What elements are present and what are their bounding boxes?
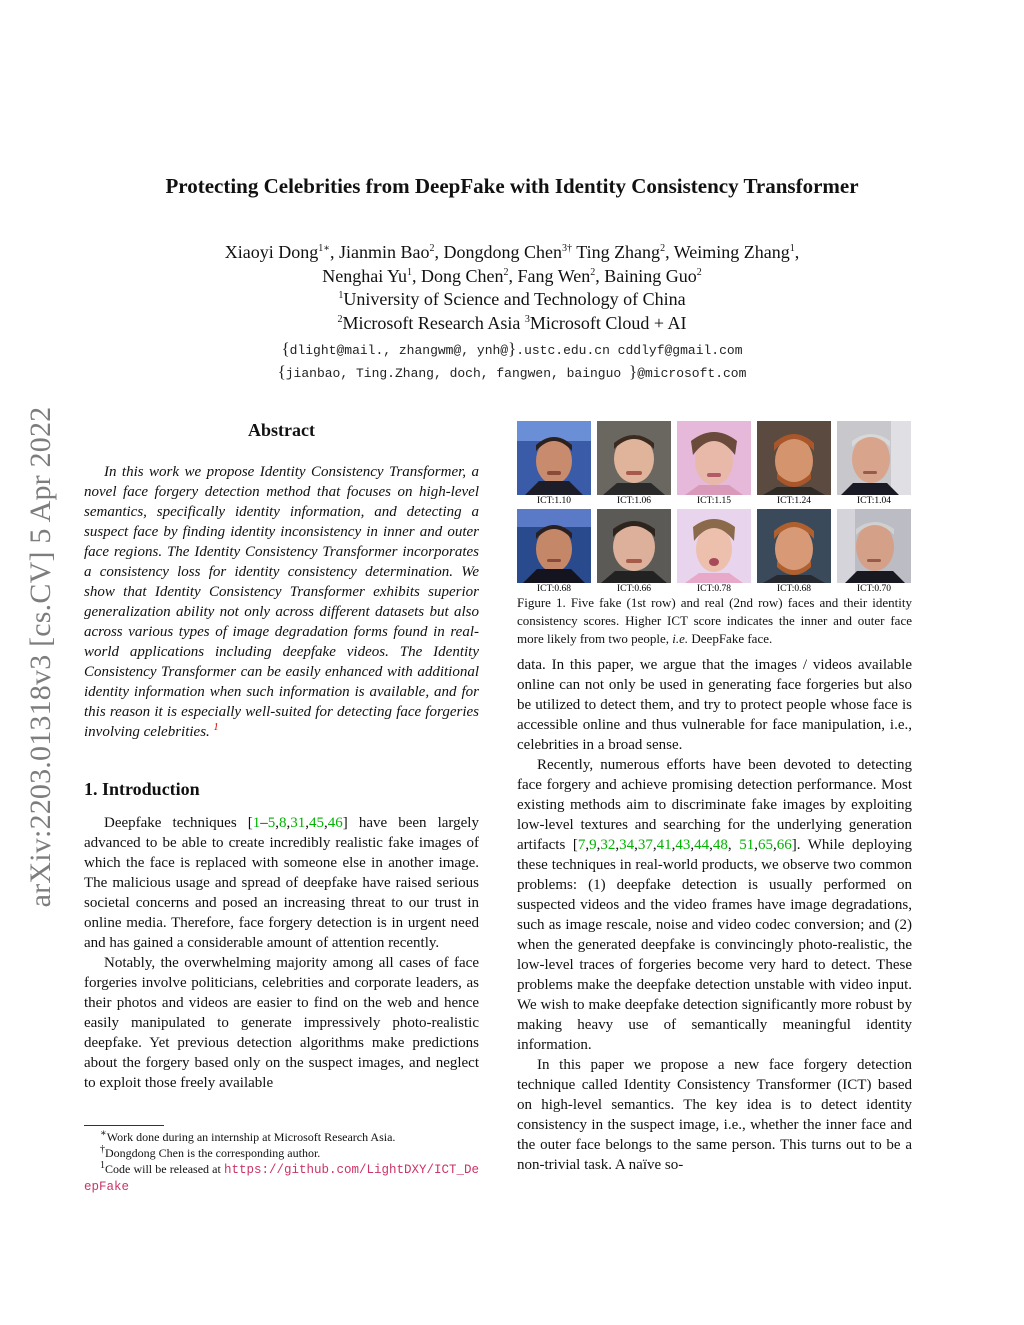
fake-face-image-2 (597, 421, 671, 495)
email-line-1: {dlight@mail., zhangwm@, ynh@}.ustc.edu.cn cddlyf@gmail.com (281, 339, 743, 358)
right-paragraph-1: data. In this paper, we argue that the images / videos available online can not only be used in generating face forgeries but also be utilized to detect them, and try to protect people whose face is accessible online and thus vulnerable for face manipulation, i.e., celebrities in a broad sense. (517, 657, 912, 753)
author: Xiaoyi Dong (224, 242, 319, 262)
citation-separator: , (275, 815, 279, 831)
right-paragraph-2: Recently, numerous efforts have been devoted to detecting face forgery and achieve promising detection performance. Most existing methods aim to discriminate fake images by exploiting low-level textures and searching for the underlying generation artifacts [7,9,32,34,37,41,43,44,48, 51,65,66]. While deploying these techniques in real-world products, we observe two common problems: (1) deepfake detection is usually performed on suspected videos and the video frames have image degradations, such as image rescale, noise and video codec conversion; and (2) when the generated deepfake is convincingly photo-realistic, the low-level traces of forgeries become very hard to detect. These problems make the deepfake detection unstable with video input. We wish to make deepfake detection significantly more robust by making heavy use of semantically meaningful identity information. (517, 757, 912, 1053)
citation-link[interactable]: 65 (757, 837, 773, 853)
author: Baining Guo (604, 265, 697, 286)
citation-separator: , (754, 837, 758, 853)
affiliation-2-3: $^2$Microsoft Research Asia $^3$Microsoft Cloud + AI (337, 312, 687, 333)
citation-link[interactable]: 51 (739, 837, 755, 853)
citation-link[interactable]: 45 (309, 815, 324, 831)
real-face-image-4 (757, 509, 831, 583)
author: Ting Zhang (576, 242, 661, 262)
author-block (60, 241, 964, 335)
citation-separator: , (634, 837, 638, 853)
citation-link[interactable]: 31 (290, 815, 306, 831)
citation-separator: – (260, 815, 268, 831)
fake-score-3: ICT:1.15 (696, 496, 732, 506)
real-score-2: ICT:0.66 (616, 584, 652, 594)
footnote-2: †Dongdong Chen is the corresponding author. (100, 1144, 321, 1160)
right-paragraph-3: In this paper we propose a new face forgery detection technique called Identity Consistency Transformer (ICT) based on high-level semantics. The key idea is to detect identity consistency in the suspect image, i.e., whether the inner face and the outer face belongs to the same person. This turns out to be a non-trivial task. A naïve so- (517, 1057, 912, 1173)
fake-face-image-5 (837, 421, 911, 495)
real-face-image-1 (517, 509, 591, 583)
citation-link[interactable]: 32 (600, 837, 616, 853)
citation-separator: , (772, 837, 777, 853)
citation-separator: , (727, 837, 740, 853)
fake-score-1: ICT:1.10 (536, 496, 572, 506)
abstract-heading: Abstract (248, 420, 315, 440)
author: Dongdong Chen (443, 242, 563, 262)
real-score-3: ICT:0.78 (696, 584, 732, 594)
author-line-1: Xiaoyi Dong$^{1∗}$, Jianmin Bao$^2$, Dongdong Chen$^{3\dagger}$ Ting Zhang$^2$, Weiming Zhang$^1$, (224, 242, 800, 262)
citation-link[interactable]: 66 (776, 837, 792, 853)
citation-link[interactable]: 43 (675, 837, 691, 853)
real-face-image-2 (597, 509, 671, 583)
footnote-1: ∗Work done during an internship at Microsoft Research Asia. (100, 1128, 396, 1144)
paper-title: Protecting Celebrities from DeepFake with Identity Consistency Transformer (165, 174, 859, 198)
intro-paragraph-1: Deepfake techniques [1–5,8,31,45,46] have been largely advanced to be able to create incredibly realistic fake images of which the face is replaced with someone else in another image. The malicious usage and spread of deepfake have raised serious societal concerns and posed an increasing threat to our trust in online media. Therefore, face forgery detection is in urgent need and has gained a considerable amount of attention recently. (84, 815, 479, 951)
citation-separator: , (690, 837, 695, 853)
citation-separator: , (709, 837, 713, 853)
fake-face-image-3 (677, 421, 751, 495)
citation-separator: , (615, 837, 620, 853)
citation-separator: , (671, 837, 676, 853)
author: Weiming Zhang (673, 242, 790, 262)
real-score-4: ICT:0.68 (776, 584, 812, 594)
arxiv-stamp: arXiv:2203.01318v3 [cs.CV] 5 Apr 2022 (24, 406, 57, 908)
citation-link[interactable]: 9 (589, 837, 597, 853)
citation-separator: , (324, 815, 328, 831)
fake-score-5: ICT:1.04 (856, 496, 892, 506)
footnote-3: $^1$Code will be released at https://github.com/LightDXY/ICT_DeepFake (84, 1160, 479, 1194)
figure-1 (516, 420, 914, 596)
citation-list (578, 837, 792, 853)
footnote-rule (84, 1125, 164, 1126)
figure-1-caption: Figure 1. Five fake (1st row) and real (2nd row) faces and their identity consistency scores. Higher ICT score indicates the inner and outer face more likely from two people, i.e. DeepFake face. (517, 595, 912, 646)
citation-separator: , (305, 815, 309, 831)
citation-list (253, 815, 343, 831)
fake-face-image-1 (517, 421, 591, 495)
citation-separator: , (652, 837, 657, 853)
affiliation-1: $^1$University of Science and Technology of China (338, 289, 686, 309)
citation-link[interactable]: 48 (712, 837, 728, 853)
citation-link[interactable]: 5 (267, 815, 276, 831)
citation-separator: , (596, 837, 601, 853)
email-line-2: {jianbao, Ting.Zhang, doch, fangwen, bainguo }@microsoft.com (277, 362, 747, 381)
author: Fang Wen (517, 265, 591, 286)
author: Nenghai Yu (322, 265, 408, 286)
citation-separator: , (585, 837, 590, 853)
citation-link[interactable]: 7 (577, 837, 586, 853)
abstract-text: In this work we propose Identity Consistency Transformer, a novel face forgery detection method that focuses on high-level semantics, specifically identity information, and detecting a suspect face by finding identity inconsistency in inner and outer face regions. The Identity Consistency Transformer incorporates a consistency loss for identity consistency determination. We show that Identity Consistency Transformer exhibits superior generalization ability not only across different datasets but also across various types of image degradation forms found in real-world applications including deepfake videos. The Identity Consistency Transformer can be easily enhanced with additional identity information when such information is available, and for this reason it is especially well-suited for detecting face forgeries involving celebrities. $^1$ (84, 464, 479, 740)
footnote-link[interactable]: 1 (213, 722, 219, 733)
fake-face-image-4 (757, 421, 831, 495)
section-heading-introduction: 1. Introduction (84, 779, 200, 799)
real-score-1: ICT:0.68 (536, 584, 572, 594)
citation-link[interactable]: 41 (656, 837, 672, 853)
code-url-link[interactable]: https://github.com/LightDXY/ICT_DeepFake (84, 1163, 479, 1194)
author: Jianmin Bao (339, 242, 430, 262)
citation-link[interactable]: 34 (619, 837, 635, 853)
real-face-image-3 (677, 509, 751, 583)
citation-link[interactable]: 46 (327, 815, 343, 831)
real-face-image-5 (837, 509, 911, 583)
footnotes (84, 1129, 479, 1195)
fake-score-4: ICT:1.24 (776, 496, 812, 506)
right-column-text (517, 655, 912, 1175)
citation-separator: , (286, 815, 291, 831)
arxiv-stamp-area (18, 360, 64, 955)
citation-link[interactable]: 44 (694, 837, 710, 853)
intro-text (84, 813, 479, 1093)
citation-link[interactable]: 1 (252, 815, 261, 831)
intro-paragraph-2: Notably, the overwhelming majority among all cases of face forgeries involve politicians, celebrities and corporate leaders, as their photos and videos are easier to find on the web and hence easily manipulated to generate impressively photo-realistic deepfake. Yet previous detection algorithms make predictions about the forgery based only on the suspect images, and neglect to exploit those freely available (84, 955, 479, 1091)
real-score-5: ICT:0.70 (856, 584, 892, 594)
citation-link[interactable]: 37 (637, 837, 653, 853)
fake-score-2: ICT:1.06 (616, 496, 652, 506)
author-line-2: Nenghai Yu$^1$, Dong Chen$^2$, Fang Wen$^2$, Baining Guo$^2$ (322, 265, 702, 286)
author: Dong Chen (421, 265, 504, 286)
citation-link[interactable]: 8 (279, 815, 287, 831)
